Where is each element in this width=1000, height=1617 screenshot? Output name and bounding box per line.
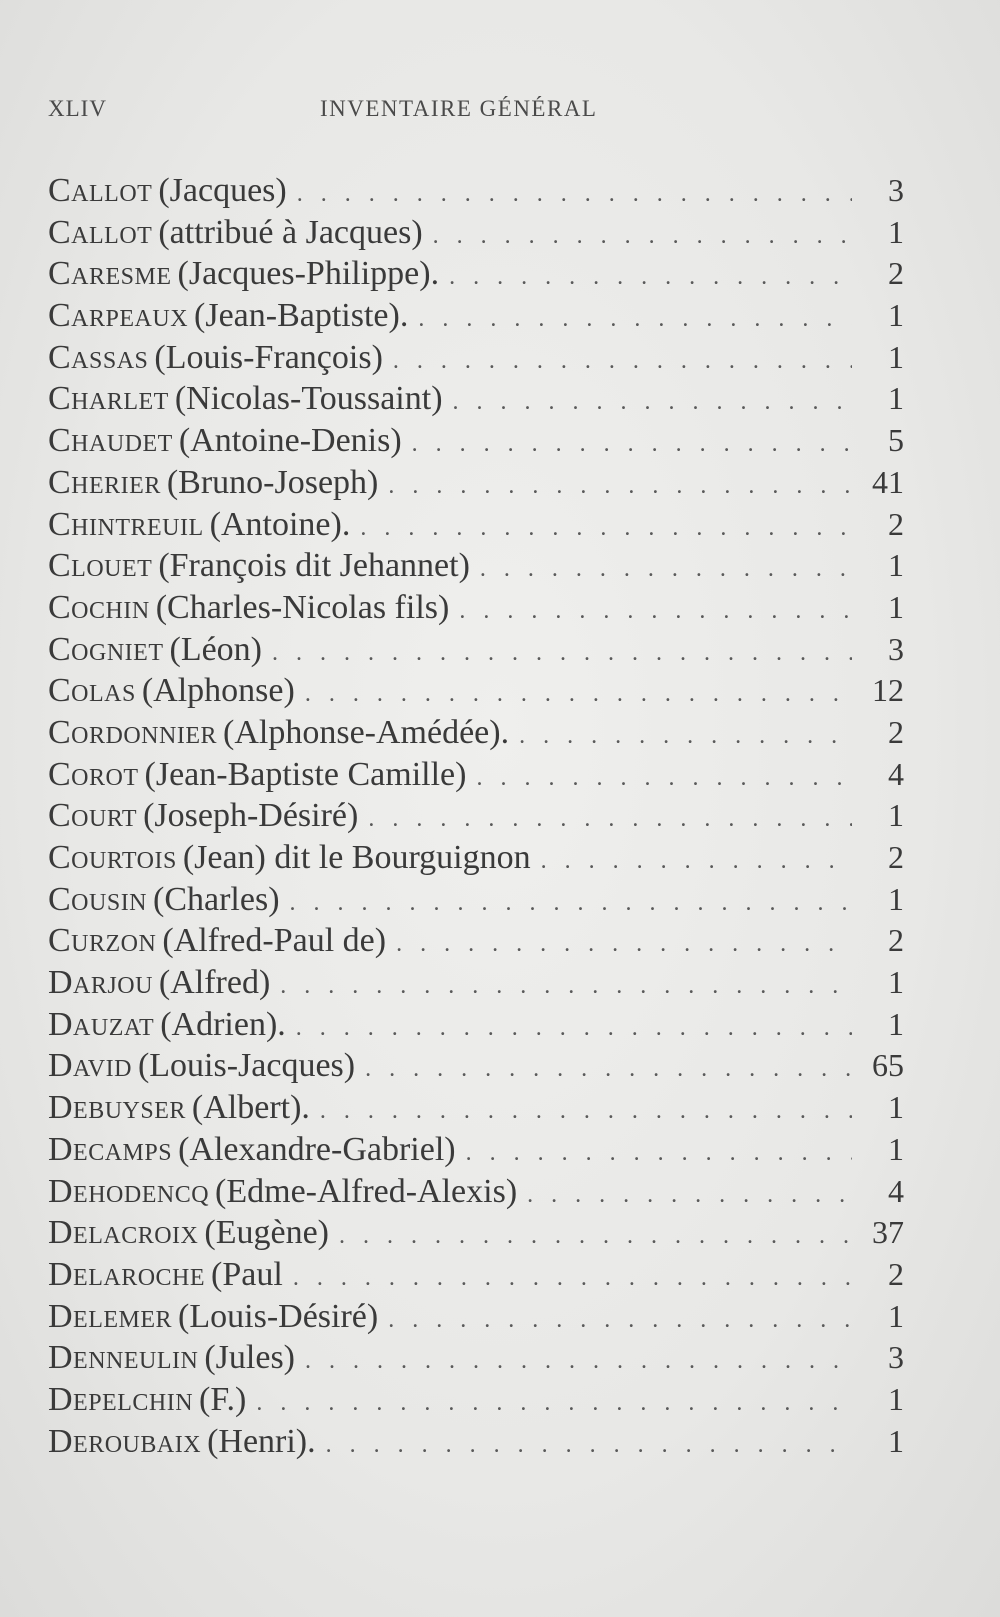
index-entry	[48, 295, 904, 337]
index-entry	[48, 795, 904, 837]
dot-leader	[476, 758, 852, 800]
index-entry	[48, 920, 904, 962]
dot-leader	[290, 883, 852, 925]
artist-surname: Darjou	[48, 964, 153, 1002]
index-entry	[48, 879, 904, 921]
artist-surname: Delaroche	[48, 1255, 206, 1293]
dot-leader	[326, 1425, 852, 1467]
artist-surname: Decamps	[48, 1130, 173, 1168]
dot-leader	[365, 1049, 852, 1091]
dot-leader	[297, 174, 852, 216]
artist-given-names: (Joseph-Désiré)	[143, 797, 359, 835]
artist-given-names: (Jean) dit le Bourguignon	[182, 839, 531, 876]
work-count: 1	[888, 1130, 904, 1167]
artist-surname: Cordonnier	[48, 713, 218, 751]
index-entry	[48, 253, 904, 295]
artist-given-names: (Jean-Baptiste).	[194, 297, 409, 335]
index-entry	[48, 1004, 904, 1046]
artist-surname: Cassas	[48, 338, 149, 376]
artist-given-names: (Louis-Jacques)	[137, 1047, 356, 1085]
work-count: 2	[888, 839, 904, 875]
index-entry	[48, 170, 904, 212]
index-entry	[48, 1087, 904, 1129]
dot-leader	[453, 382, 852, 424]
index-entry	[48, 1171, 904, 1213]
artist-given-names: (Alphonse)	[141, 672, 295, 710]
artist-surname: Carpeaux	[48, 297, 189, 335]
work-count: 5	[888, 422, 904, 459]
artist-surname: Curzon	[48, 922, 157, 960]
dot-leader	[256, 1383, 852, 1425]
index-entry	[48, 1129, 904, 1171]
index-entry	[48, 378, 904, 420]
artist-surname: David	[48, 1047, 132, 1085]
dot-leader	[412, 424, 852, 466]
index-entry	[48, 962, 904, 1004]
index-entry	[48, 1296, 904, 1338]
index-entry	[48, 1421, 904, 1463]
artist-given-names: (F.)	[199, 1380, 247, 1418]
artist-given-names: (Adrien).	[160, 1005, 286, 1043]
work-count: 1	[888, 964, 904, 1001]
work-count: 37	[872, 1214, 904, 1251]
dot-leader	[449, 257, 852, 299]
work-count: 3	[888, 1339, 904, 1376]
artist-surname: Clouet	[48, 547, 153, 585]
dot-leader	[527, 1175, 852, 1217]
artist-given-names: (Edme-Alfred-Alexis)	[215, 1172, 518, 1210]
dot-leader	[418, 299, 852, 341]
artist-given-names: (Nicolas-Toussaint)	[174, 380, 443, 418]
artist-given-names: (Paul	[211, 1255, 283, 1293]
artist-surname: Denneulin	[48, 1339, 199, 1377]
work-count: 41	[872, 463, 904, 500]
dot-leader	[368, 799, 852, 841]
artist-surname: Debuyser	[48, 1089, 186, 1127]
artist-index-list	[48, 170, 904, 1462]
work-count: 2	[888, 255, 904, 292]
work-count: 3	[888, 172, 904, 208]
index-entry	[48, 837, 904, 879]
artist-given-names: (Alfred-Paul de)	[162, 922, 387, 960]
work-count: 1	[888, 1380, 904, 1417]
artist-surname: Colas	[48, 672, 136, 710]
index-entry	[48, 1379, 904, 1421]
dot-leader	[305, 1341, 852, 1383]
artist-given-names: (Alphonse-Amédée).	[223, 713, 510, 751]
work-count: 2	[888, 1255, 904, 1292]
artist-surname: Cousin	[48, 880, 148, 918]
work-count: 1	[888, 380, 904, 417]
dot-leader	[305, 674, 852, 716]
artist-surname: Cogniet	[48, 630, 164, 668]
artist-surname: Chintreuil	[48, 505, 204, 543]
running-title: INVENTAIRE GÉNÉRAL	[320, 96, 598, 121]
artist-given-names: (Louis-Désiré)	[178, 1297, 379, 1335]
artist-surname: Charlet	[48, 380, 169, 418]
index-entry	[48, 1337, 904, 1379]
dot-leader	[388, 1300, 852, 1342]
work-count: 2	[888, 505, 904, 542]
dot-leader	[339, 1216, 852, 1258]
work-count: 12	[872, 672, 904, 709]
dot-leader	[480, 549, 852, 591]
artist-surname: Court	[48, 797, 138, 835]
index-entry	[48, 712, 904, 754]
dot-leader	[393, 341, 852, 383]
index-entry	[48, 670, 904, 712]
artist-surname: Cherier	[48, 463, 161, 501]
artist-given-names: (Jacques)	[158, 172, 287, 209]
artist-given-names: (Alexandre-Gabriel)	[178, 1130, 456, 1168]
dot-leader	[466, 1133, 852, 1175]
artist-surname: Dehodencq	[48, 1172, 210, 1210]
index-entry	[48, 504, 904, 546]
work-count: 1	[888, 1297, 904, 1334]
dot-leader	[296, 1008, 852, 1050]
work-count: 1	[888, 797, 904, 834]
artist-surname: Courtois	[48, 839, 177, 876]
dot-leader	[293, 1258, 852, 1300]
artist-surname: Callot	[48, 213, 153, 251]
dot-leader	[272, 633, 852, 675]
artist-surname: Cochin	[48, 588, 150, 626]
artist-given-names: (Jacques-Philippe).	[177, 255, 440, 293]
index-entry	[48, 1212, 904, 1254]
work-count: 1	[888, 547, 904, 584]
work-count: 1	[888, 213, 904, 250]
index-entry	[48, 462, 904, 504]
page-header	[48, 96, 898, 126]
work-count: 4	[888, 755, 904, 792]
index-entry	[48, 754, 904, 796]
artist-given-names: (attribué à Jacques)	[158, 213, 423, 251]
artist-given-names: (Eugène)	[204, 1214, 329, 1252]
work-count: 1	[888, 1005, 904, 1042]
artist-surname: Chaudet	[48, 422, 173, 460]
work-count: 1	[888, 1089, 904, 1126]
index-entry	[48, 1045, 904, 1087]
index-entry	[48, 337, 904, 379]
work-count: 3	[888, 630, 904, 667]
artist-surname: Caresme	[48, 255, 172, 293]
index-entry	[48, 629, 904, 671]
dot-leader	[519, 716, 852, 758]
artist-given-names: (Charles-Nicolas fils)	[155, 588, 450, 626]
artist-surname: Deroubaix	[48, 1422, 202, 1460]
work-count: 1	[888, 1422, 904, 1459]
artist-given-names: (Bruno-Joseph)	[166, 463, 379, 501]
work-count: 2	[888, 713, 904, 750]
index-entry	[48, 545, 904, 587]
artist-given-names: (Antoine).	[209, 505, 351, 543]
artist-given-names: (Charles)	[153, 880, 280, 918]
page-number: XLIV	[48, 96, 107, 121]
artist-surname: Depelchin	[48, 1380, 194, 1418]
work-count: 1	[888, 588, 904, 625]
work-count: 65	[872, 1047, 904, 1084]
artist-given-names: (Henri).	[207, 1422, 316, 1460]
dot-leader	[360, 508, 852, 550]
artist-surname: Delemer	[48, 1297, 173, 1335]
artist-given-names: (Alfred)	[158, 964, 271, 1002]
index-entry	[48, 212, 904, 254]
index-entry	[48, 1254, 904, 1296]
artist-given-names: (Albert).	[191, 1089, 310, 1127]
work-count: 1	[888, 338, 904, 375]
artist-surname: Dauzat	[48, 1005, 155, 1043]
dot-leader	[320, 1091, 852, 1133]
artist-given-names: (Louis-François)	[154, 338, 383, 376]
artist-surname: Delacroix	[48, 1214, 199, 1252]
work-count: 1	[888, 297, 904, 334]
work-count: 4	[888, 1172, 904, 1209]
artist-surname: Corot	[48, 755, 139, 793]
artist-given-names: (Jean-Baptiste Camille)	[144, 755, 467, 793]
dot-leader	[396, 924, 852, 966]
artist-given-names: (François dit Jehannet)	[158, 547, 470, 585]
dot-leader	[388, 466, 852, 508]
artist-given-names: (Léon)	[169, 630, 263, 668]
dot-leader	[433, 216, 852, 258]
work-count: 1	[888, 880, 904, 917]
dot-leader	[541, 841, 852, 883]
work-count: 2	[888, 922, 904, 959]
dot-leader	[280, 966, 852, 1008]
index-entry	[48, 420, 904, 462]
index-entry	[48, 587, 904, 629]
artist-given-names: (Jules)	[204, 1339, 296, 1377]
artist-surname: Callot	[48, 172, 153, 209]
artist-given-names: (Antoine-Denis)	[178, 422, 402, 460]
dot-leader	[459, 591, 852, 633]
